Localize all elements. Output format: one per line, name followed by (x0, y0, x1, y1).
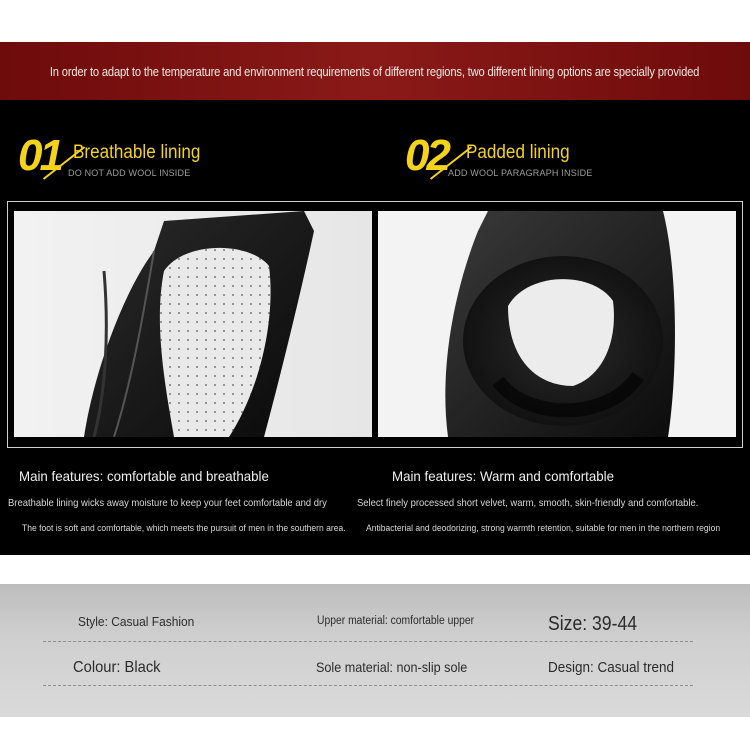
option-2-feature-line-2: Antibacterial and deodorizing, strong warmth retention, suitable for men in the northern region (366, 523, 721, 534)
option-1-number: 01 (18, 131, 61, 180)
option-1-title: Breathable lining (73, 142, 201, 163)
option-1-feature-line-2: The foot is soft and comfortable, which meets the pursuit of men in the southern area. (22, 523, 346, 534)
spec-upper-material: Upper material: comfortable upper (317, 615, 475, 627)
option-2-feature-line-1: Select finely processed short velvet, warm, smooth, skin-friendly and comfortable. (357, 497, 699, 509)
breathable-boot-illustration (14, 211, 372, 437)
spec-divider-2 (43, 685, 693, 686)
breathable-lining-photo (14, 211, 372, 437)
option-2-title: Padded lining (466, 142, 570, 163)
spec-design: Design: Casual trend (548, 659, 675, 676)
option-2-subtitle: ADD WOOL PARAGRAPH INSIDE (448, 168, 593, 178)
lining-comparison-panel (0, 100, 750, 555)
spec-colour: Colour: Black (73, 659, 161, 676)
intro-banner (0, 42, 750, 100)
padded-boot-illustration (378, 211, 736, 437)
option-1-subtitle: DO NOT ADD WOOL INSIDE (68, 168, 191, 178)
option-1-feature-title: Main features: comfortable and breathable (19, 468, 269, 484)
spec-divider-1 (43, 641, 693, 642)
intro-banner-text: In order to adapt to the temperature and environment requirements of different regions, two different lining options are specially provided (50, 63, 700, 79)
option-1-feature-line-1: Breathable lining wicks away moisture to keep your feet comfortable and dry (8, 497, 327, 509)
spec-size: Size: 39-44 (548, 613, 638, 635)
padded-lining-photo (378, 211, 736, 437)
lining-photo-frame (7, 201, 743, 448)
option-2-number: 02 (405, 131, 448, 180)
spec-sole-material: Sole material: non-slip sole (316, 659, 468, 675)
spec-style: Style: Casual Fashion (78, 614, 195, 629)
product-specs-panel (0, 584, 750, 717)
option-2-feature-title: Main features: Warm and comfortable (392, 468, 615, 484)
